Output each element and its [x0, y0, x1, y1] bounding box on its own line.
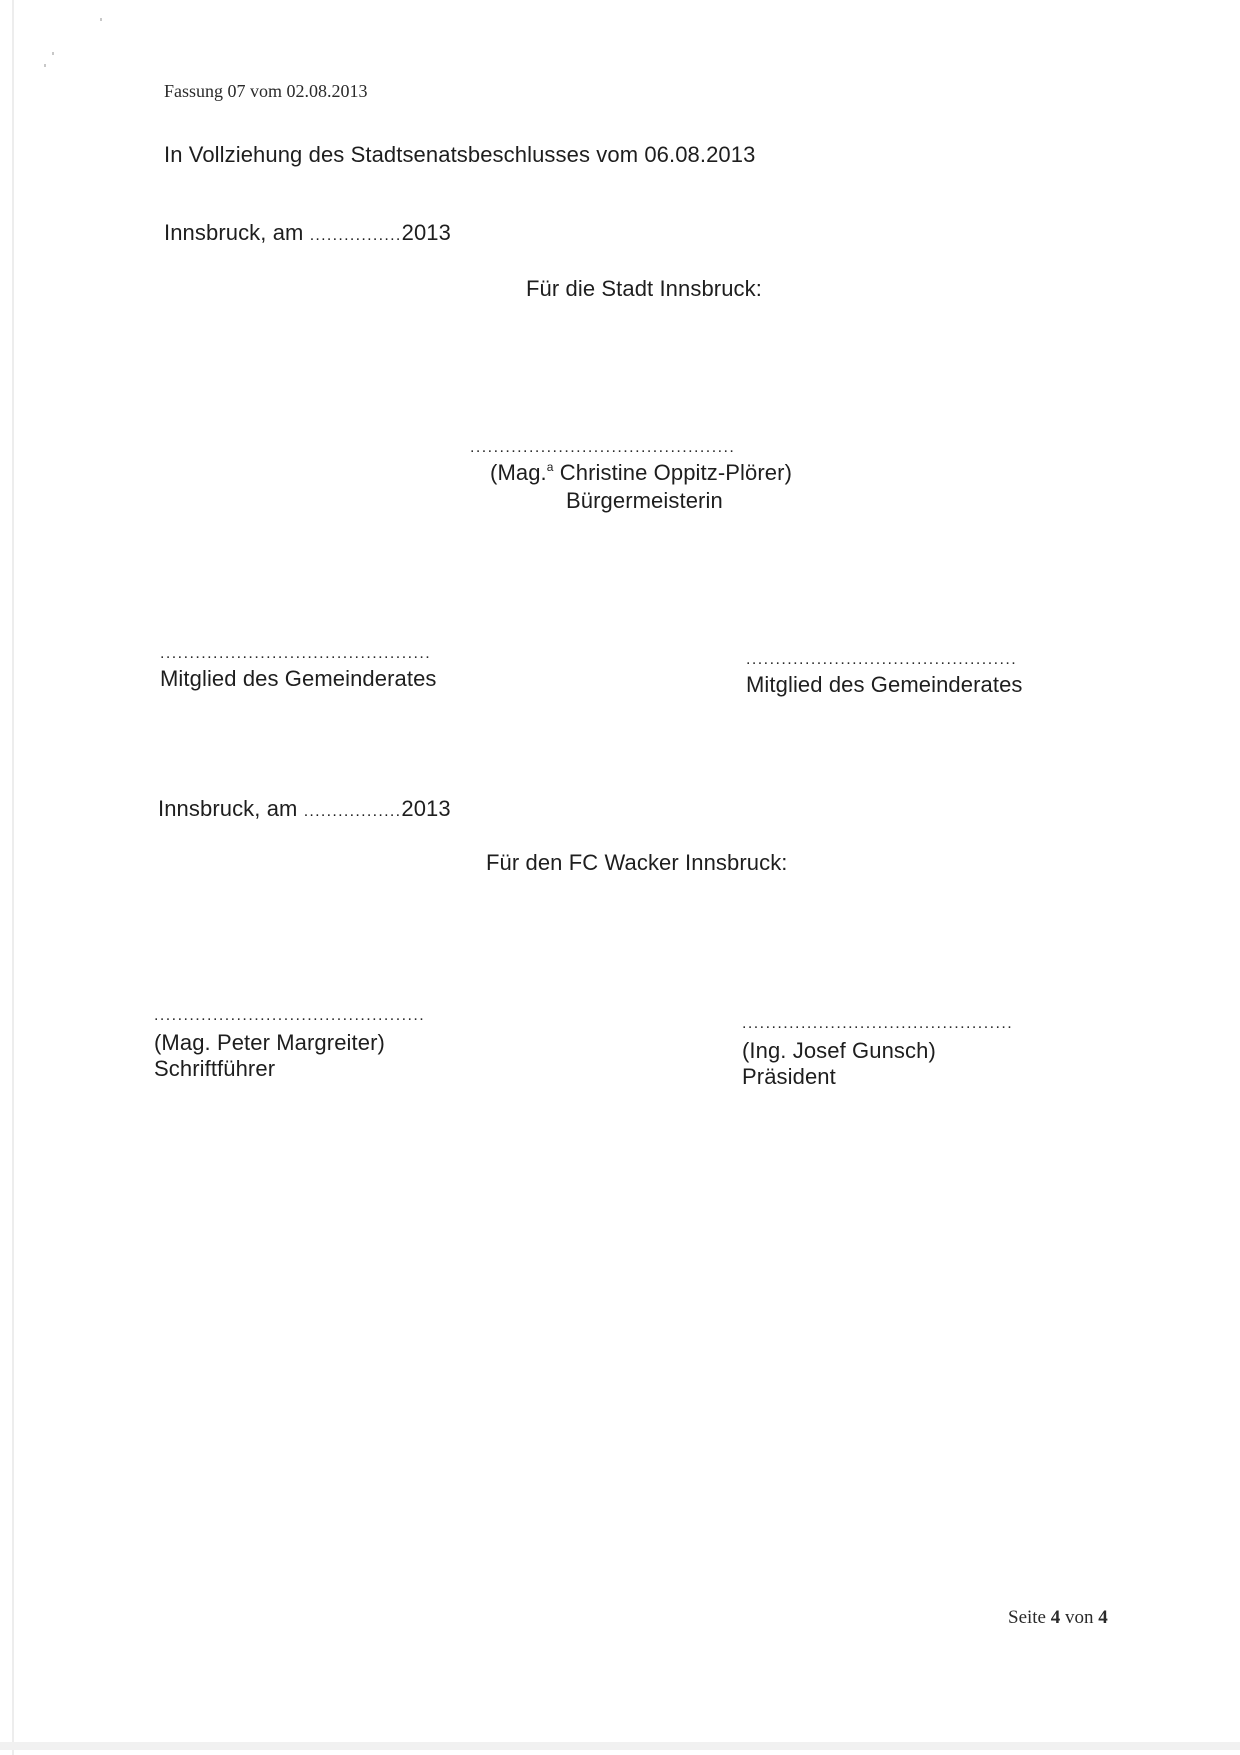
- page-word: Seite: [1008, 1607, 1046, 1628]
- page-total: 4: [1098, 1607, 1108, 1628]
- club-place-date: [158, 798, 451, 820]
- page-sep: von: [1065, 1607, 1094, 1628]
- city-place-date: [164, 222, 451, 244]
- club-year: 2013: [401, 796, 451, 821]
- council-right-role: Mitglied des Gemeinderates: [746, 672, 1023, 697]
- secretary-signature-line: ..............................................: [154, 1007, 426, 1024]
- president-role: Präsident: [742, 1064, 836, 1089]
- execution-line: In Vollziehung des Stadtsenatsbeschlusses vom 06.08.2013: [164, 142, 756, 167]
- secretary-name: (Mag. Peter Margreiter): [154, 1030, 385, 1055]
- club-for-label: Für den FC Wacker Innsbruck:: [486, 850, 788, 875]
- club-place-date-label: Innsbruck, am: [158, 796, 298, 821]
- scan-edge-left: [12, 0, 14, 1755]
- president-signature-line: ..............................................: [742, 1015, 1014, 1032]
- council-left-signature-line: ..............................................: [160, 645, 432, 662]
- scan-edge-bottom: [0, 1742, 1240, 1750]
- mayor-signature-line: .............................................: [470, 439, 736, 456]
- city-year: 2013: [401, 220, 451, 245]
- scan-speck: [100, 18, 102, 21]
- city-place-date-label: Innsbruck, am: [164, 220, 304, 245]
- version-line: Fassung 07 vom 02.08.2013: [164, 81, 368, 101]
- council-right-signature-line: ..............................................: [746, 651, 1018, 668]
- mayor-role: Bürgermeisterin: [566, 488, 723, 513]
- scan-speck: [52, 52, 54, 55]
- scan-speck: [44, 64, 46, 67]
- mayor-title: Mag.: [497, 460, 547, 485]
- page-number: [1008, 1608, 1108, 1627]
- council-left-role: Mitglied des Gemeinderates: [160, 666, 437, 691]
- city-for-label: Für die Stadt Innsbruck:: [526, 276, 762, 301]
- page-current: 4: [1050, 1607, 1061, 1628]
- secretary-role: Schriftführer: [154, 1056, 276, 1081]
- city-date-dots: ................: [309, 227, 402, 244]
- mayor-title-sup: a: [546, 460, 554, 474]
- club-date-dots: .................: [303, 803, 402, 820]
- mayor-name-line: (Mag.$^a$ Christine Oppitz-Plörer): [490, 460, 793, 485]
- mayor-name: Christine Oppitz-Plörer: [559, 460, 785, 485]
- president-name: (Ing. Josef Gunsch): [742, 1038, 936, 1063]
